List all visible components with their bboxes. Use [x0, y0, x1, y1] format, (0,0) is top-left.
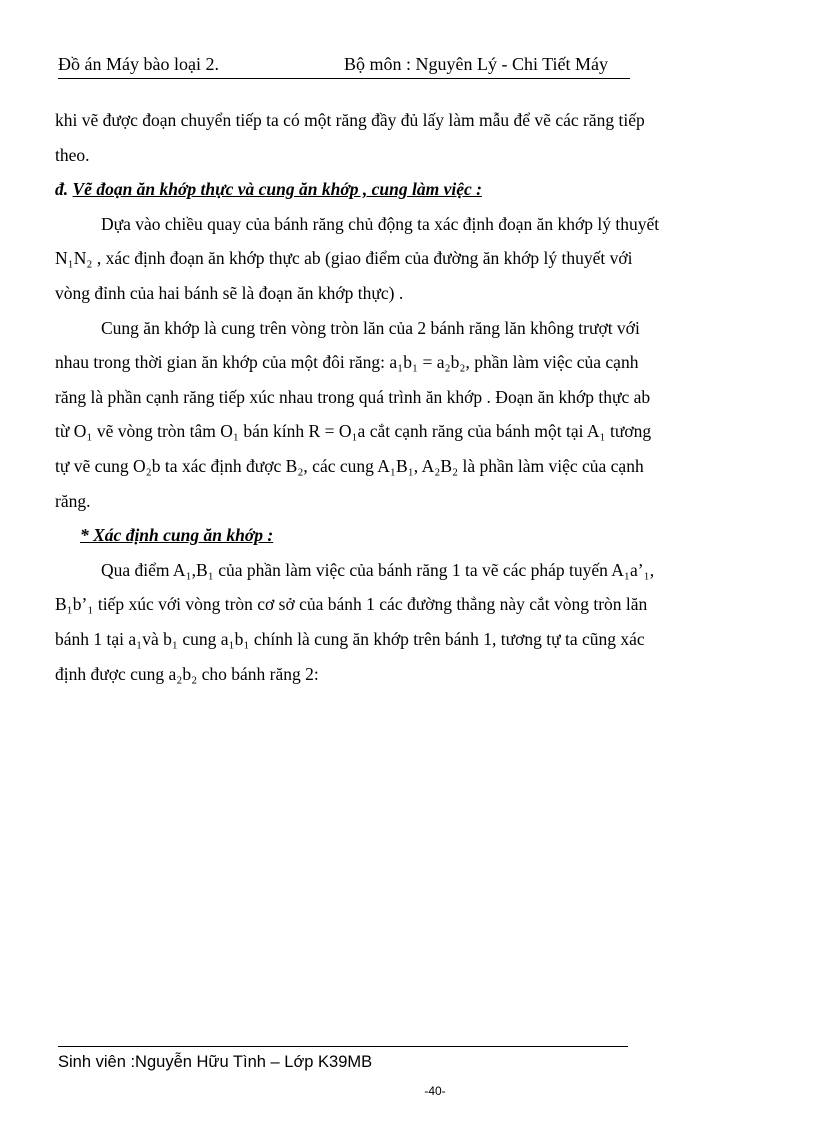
intro-line: khi vẽ được đoạn chuyển tiếp ta có một răng đầy đủ lấy làm mẫu để vẽ các răng tiếp [55, 110, 645, 130]
footer-divider [58, 1046, 628, 1047]
page-header [58, 52, 630, 79]
subsection-heading [55, 518, 705, 553]
paragraph-line: nhau trong thời gian ăn khớp của một đôi răng: a₁b₁ = a₂b₂, phần làm việc của cạnh [55, 352, 639, 373]
paragraph-line: Qua điểm A₁,B₁ của phần làm việc của bánh răng 1 ta vẽ các pháp tuyến A₁a’₁, [101, 559, 655, 580]
section-title: Vẽ đoạn ăn khớp thực và cung ăn khớp , cung làm việc : [72, 179, 482, 200]
paragraph-line: tự vẽ cung O₂b ta xác định được B₂, các cung A₁B₁, A₂B₂ là phần làm việc của cạnh [55, 455, 644, 476]
paragraph-line: Dựa vào chiều quay của bánh răng chủ động ta xác định đoạn ăn khớp lý thuyết [101, 213, 660, 234]
section-heading-d [55, 172, 705, 207]
intro-line: theo. [55, 144, 90, 165]
paragraph-line: răng là phần cạnh răng tiếp xúc nhau trong quá trình ăn khớp . Đoạn ăn khớp thực ab [55, 386, 651, 407]
paragraph-line: N₁N₂ , xác định đoạn ăn khớp thực ab (giao điểm của đường ăn khớp lý thuyết với [55, 248, 633, 269]
header-project-title: Đồ án Máy bào loại 2. [58, 54, 219, 74]
subsection-title: * Xác định cung ăn khớp : [80, 525, 274, 546]
paragraph-line: từ O₁ vẽ vòng tròn tâm O₁ bán kính R = O₁a cắt cạnh răng của bánh một tại A₁ tương [55, 421, 652, 442]
body-text [55, 103, 705, 691]
header-department: Bộ môn : Nguyên Lý - Chi Tiết Máy [344, 54, 609, 74]
section-label: đ. [55, 179, 69, 200]
paragraph-line: bánh 1 tại a₁và b₁ cung a₁b₁ chính là cung ăn khớp trên bánh 1, tương tự ta cũng xác [55, 628, 645, 649]
paragraph-line: răng. [55, 490, 91, 511]
paragraph-line: B₁b’₁ tiếp xúc với vòng tròn cơ sở của bánh 1 các đường thẳng này cắt vòng tròn lăn [55, 594, 648, 615]
paragraph-line: định được cung a₂b₂ cho bánh răng 2: [55, 663, 319, 684]
paragraph-line: Cung ăn khớp là cung trên vòng tròn lăn của 2 bánh răng lăn không trượt với [101, 317, 640, 338]
page-number: -40- [424, 1084, 446, 1098]
paragraph-line: vòng đỉnh của hai bánh sẽ là đoạn ăn khớp thực) . [55, 282, 404, 303]
footer-student: Sinh viên :Nguyễn Hữu Tình – Lớp K39MB [58, 1053, 373, 1071]
